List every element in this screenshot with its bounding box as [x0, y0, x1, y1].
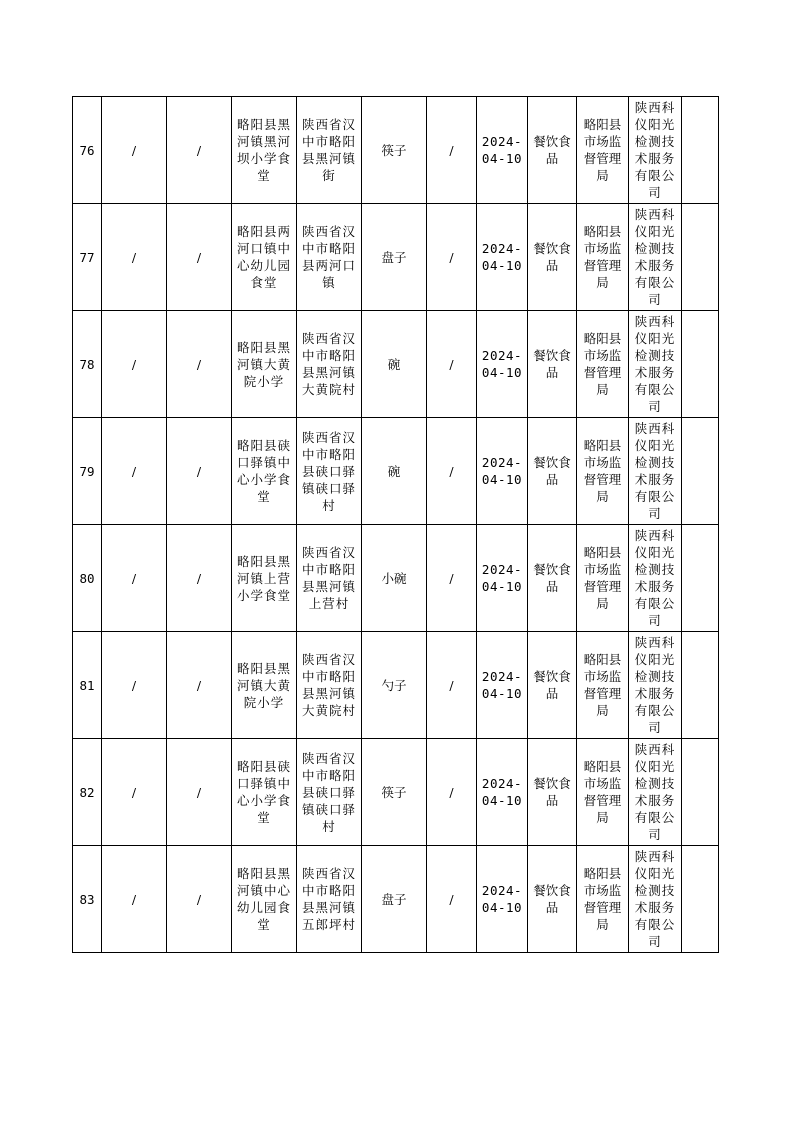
testing-lab: 陕西科仪阳光检测技术服务有限公司 [629, 418, 682, 525]
cell-placeholder: / [167, 311, 232, 418]
food-category: 餐饮食品 [528, 846, 577, 953]
testing-lab: 陕西科仪阳光检测技术服务有限公司 [629, 632, 682, 739]
supervising-authority: 略阳县市场监督管理局 [577, 739, 629, 846]
cell-placeholder: / [167, 739, 232, 846]
sample-name: 筷子 [362, 97, 427, 204]
entity-address: 陕西省汉中市略阳县黑河镇街 [297, 97, 362, 204]
table-row [73, 739, 719, 846]
cell-placeholder: / [427, 418, 477, 525]
supervising-authority: 略阳县市场监督管理局 [577, 97, 629, 204]
cell-placeholder: / [167, 418, 232, 525]
remark-cell [682, 311, 719, 418]
row-number: 78 [73, 311, 102, 418]
entity-address: 陕西省汉中市略阳县黑河镇大黄院村 [297, 311, 362, 418]
table-row [73, 418, 719, 525]
sample-name: 小碗 [362, 525, 427, 632]
food-category: 餐饮食品 [528, 418, 577, 525]
sampling-date: 2024-04-10 [477, 525, 528, 632]
sampling-date: 2024-04-10 [477, 739, 528, 846]
food-category: 餐饮食品 [528, 97, 577, 204]
supervising-authority: 略阳县市场监督管理局 [577, 632, 629, 739]
cell-placeholder: / [102, 739, 167, 846]
sampled-entity: 略阳县两河口镇中心幼儿园食堂 [232, 204, 297, 311]
table-row [73, 204, 719, 311]
row-number: 81 [73, 632, 102, 739]
supervising-authority: 略阳县市场监督管理局 [577, 204, 629, 311]
sampling-date: 2024-04-10 [477, 311, 528, 418]
cell-placeholder: / [102, 204, 167, 311]
table-row [73, 97, 719, 204]
cell-placeholder: / [427, 97, 477, 204]
sampled-entity: 略阳县黑河镇黑河坝小学食堂 [232, 97, 297, 204]
sample-name: 盘子 [362, 846, 427, 953]
sampled-entity: 略阳县黑河镇中心幼儿园食堂 [232, 846, 297, 953]
sampling-date: 2024-04-10 [477, 204, 528, 311]
sampled-entity: 略阳县黑河镇上营小学食堂 [232, 525, 297, 632]
sample-name: 筷子 [362, 739, 427, 846]
food-category: 餐饮食品 [528, 204, 577, 311]
sample-name: 勺子 [362, 632, 427, 739]
table-row [73, 846, 719, 953]
table-row [73, 525, 719, 632]
sampling-date: 2024-04-10 [477, 846, 528, 953]
cell-placeholder: / [102, 418, 167, 525]
cell-placeholder: / [102, 525, 167, 632]
remark-cell [682, 97, 719, 204]
testing-lab: 陕西科仪阳光检测技术服务有限公司 [629, 739, 682, 846]
remark-cell [682, 418, 719, 525]
testing-lab: 陕西科仪阳光检测技术服务有限公司 [629, 846, 682, 953]
remark-cell [682, 204, 719, 311]
sampled-entity: 略阳县硖口驿镇中心小学食堂 [232, 418, 297, 525]
remark-cell [682, 739, 719, 846]
food-category: 餐饮食品 [528, 739, 577, 846]
cell-placeholder: / [167, 204, 232, 311]
cell-placeholder: / [427, 632, 477, 739]
remark-cell [682, 525, 719, 632]
entity-address: 陕西省汉中市略阳县硖口驿镇硖口驿村 [297, 739, 362, 846]
testing-lab: 陕西科仪阳光检测技术服务有限公司 [629, 311, 682, 418]
sampling-date: 2024-04-10 [477, 632, 528, 739]
sampled-entity: 略阳县黑河镇大黄院小学 [232, 311, 297, 418]
food-category: 餐饮食品 [528, 311, 577, 418]
sample-name: 盘子 [362, 204, 427, 311]
sampling-results-table [72, 96, 719, 953]
table-body [73, 97, 719, 953]
sampling-date: 2024-04-10 [477, 97, 528, 204]
food-category: 餐饮食品 [528, 525, 577, 632]
sampled-entity: 略阳县硖口驿镇中心小学食堂 [232, 739, 297, 846]
entity-address: 陕西省汉中市略阳县硖口驿镇硖口驿村 [297, 418, 362, 525]
cell-placeholder: / [427, 525, 477, 632]
supervising-authority: 略阳县市场监督管理局 [577, 311, 629, 418]
cell-placeholder: / [167, 97, 232, 204]
remark-cell [682, 632, 719, 739]
cell-placeholder: / [102, 632, 167, 739]
sample-name: 碗 [362, 418, 427, 525]
row-number: 76 [73, 97, 102, 204]
cell-placeholder: / [102, 97, 167, 204]
supervising-authority: 略阳县市场监督管理局 [577, 525, 629, 632]
cell-placeholder: / [167, 846, 232, 953]
row-number: 77 [73, 204, 102, 311]
row-number: 79 [73, 418, 102, 525]
cell-placeholder: / [427, 846, 477, 953]
row-number: 80 [73, 525, 102, 632]
remark-cell [682, 846, 719, 953]
cell-placeholder: / [102, 311, 167, 418]
cell-placeholder: / [427, 204, 477, 311]
food-category: 餐饮食品 [528, 632, 577, 739]
table-row [73, 311, 719, 418]
row-number: 82 [73, 739, 102, 846]
entity-address: 陕西省汉中市略阳县两河口镇 [297, 204, 362, 311]
testing-lab: 陕西科仪阳光检测技术服务有限公司 [629, 97, 682, 204]
supervising-authority: 略阳县市场监督管理局 [577, 418, 629, 525]
sample-name: 碗 [362, 311, 427, 418]
cell-placeholder: / [167, 525, 232, 632]
testing-lab: 陕西科仪阳光检测技术服务有限公司 [629, 525, 682, 632]
cell-placeholder: / [427, 739, 477, 846]
supervising-authority: 略阳县市场监督管理局 [577, 846, 629, 953]
cell-placeholder: / [427, 311, 477, 418]
table-row [73, 632, 719, 739]
entity-address: 陕西省汉中市略阳县黑河镇五郎坪村 [297, 846, 362, 953]
sampled-entity: 略阳县黑河镇大黄院小学 [232, 632, 297, 739]
cell-placeholder: / [102, 846, 167, 953]
row-number: 83 [73, 846, 102, 953]
sampling-date: 2024-04-10 [477, 418, 528, 525]
entity-address: 陕西省汉中市略阳县黑河镇大黄院村 [297, 632, 362, 739]
cell-placeholder: / [167, 632, 232, 739]
testing-lab: 陕西科仪阳光检测技术服务有限公司 [629, 204, 682, 311]
entity-address: 陕西省汉中市略阳县黑河镇上营村 [297, 525, 362, 632]
